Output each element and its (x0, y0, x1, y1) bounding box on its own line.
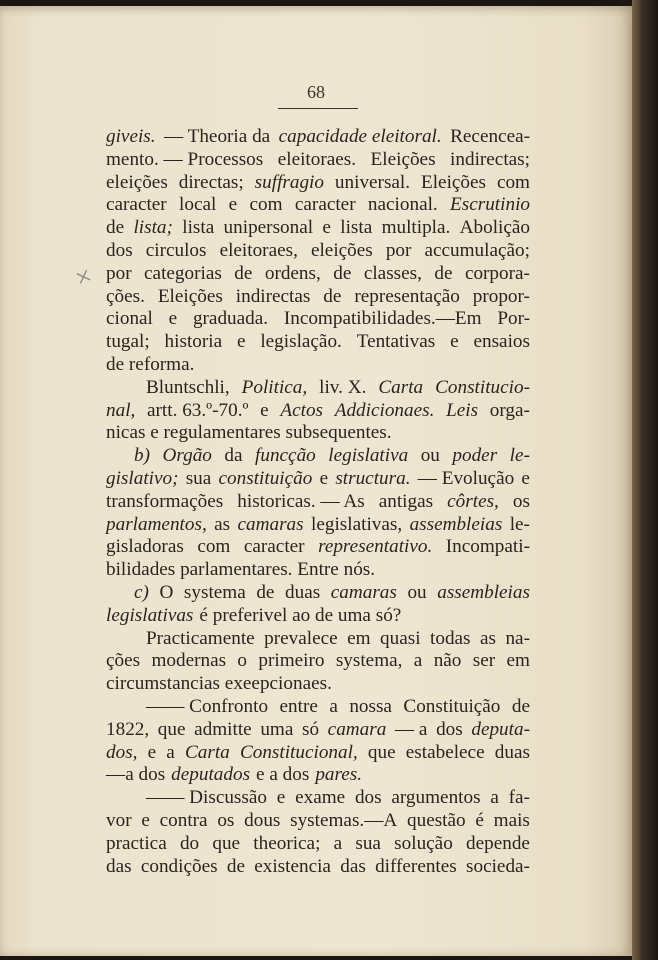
italic-word: lista; (133, 217, 173, 239)
word: condições (140, 855, 218, 877)
word: a (333, 832, 343, 854)
italic-word: deputados (171, 764, 251, 786)
word: contra (159, 809, 208, 831)
word: todas (430, 627, 471, 649)
italic-word: dos, (106, 741, 138, 763)
word: duas (285, 581, 321, 603)
word: Recencea- (450, 126, 530, 147)
text-line (106, 331, 530, 354)
word: propor- (472, 285, 530, 307)
word: as (214, 513, 231, 535)
word: fa- (508, 787, 530, 809)
word: e (276, 787, 286, 809)
italic-word: giveis. (106, 126, 156, 147)
word: ou (420, 445, 440, 467)
word: que (212, 832, 241, 854)
word: de (323, 285, 342, 307)
word: legislação. (260, 331, 342, 353)
text-line (106, 194, 530, 217)
text-line (106, 263, 530, 286)
body-text (106, 126, 530, 878)
word: a (329, 695, 338, 717)
text-line (106, 126, 530, 149)
italic-word: Addicionaes. (334, 399, 435, 421)
word: primeiro (258, 650, 325, 672)
word: 1822, (106, 718, 150, 740)
word: e (319, 467, 329, 489)
italic-word: Escrutinio (450, 194, 530, 216)
italic-word: Carta (378, 376, 424, 398)
word: nicas e regulamentares subsequentes. (106, 422, 392, 444)
word: classes, (363, 262, 422, 284)
word: antigas (378, 490, 434, 512)
word: e (147, 741, 157, 763)
italic-word: representativo. (318, 536, 433, 558)
word: os (512, 490, 530, 512)
italic-word: legislativas (106, 604, 194, 626)
italic-word: constituição (218, 467, 313, 489)
word: —— Discussão (146, 787, 267, 809)
italic-word: funcção (255, 445, 316, 467)
word: exame (295, 787, 346, 809)
word: existencia (254, 855, 331, 877)
word: — Evolução (417, 467, 515, 489)
word: Bluntschli, (146, 376, 230, 398)
margin-pencil-mark: × (71, 260, 97, 295)
italic-word: Leis (446, 399, 479, 421)
word: eleições (106, 171, 168, 193)
word: dos (354, 787, 382, 809)
word: ser (472, 650, 496, 672)
word: representação (354, 285, 460, 307)
text-line (106, 514, 530, 537)
word: dos (436, 718, 463, 740)
word: com (197, 536, 231, 558)
word: por (106, 262, 132, 284)
word: Eleições (157, 285, 223, 307)
word: socieda- (466, 855, 530, 877)
word: argumentos (391, 787, 481, 809)
word: de (511, 695, 530, 717)
word: do (179, 832, 200, 854)
word: lista (340, 217, 373, 239)
word: dos (106, 239, 133, 261)
word: indirectas; (450, 148, 530, 170)
word: não (433, 650, 462, 672)
word: vor (106, 809, 132, 831)
italic-word: Constitucio- (435, 376, 530, 398)
word: legislativas, (311, 513, 403, 535)
italic-word: pares. (315, 764, 363, 786)
text-line (106, 650, 530, 673)
word: e (168, 308, 178, 330)
word: Abolição (459, 217, 530, 239)
word: dous (244, 809, 281, 831)
word: Practicamente (146, 627, 255, 649)
text-line (106, 217, 530, 240)
word: e (236, 331, 246, 353)
word: a (166, 741, 175, 763)
word: Eleições (370, 148, 436, 170)
word: em (347, 627, 371, 649)
word: de (234, 262, 253, 284)
word: ensaios (473, 331, 530, 353)
word: da (224, 445, 243, 467)
word: é (475, 809, 484, 831)
italic-word: parlamentos, (106, 513, 207, 535)
word: por (385, 239, 412, 261)
word: graduada. (192, 308, 269, 330)
word: eleições (310, 239, 373, 261)
word: systemas.—A (290, 809, 398, 831)
text-line (106, 696, 530, 719)
word: e a dos (256, 764, 310, 786)
word: a (413, 650, 423, 672)
word: eleitoraes. (277, 148, 357, 170)
word: lista (182, 217, 215, 239)
word: das (340, 855, 366, 877)
italic-word: capacidade eleitoral. (278, 126, 442, 147)
word: nacional. (367, 194, 438, 216)
italic-word: suffragio (254, 171, 324, 193)
word: ordens, (264, 262, 321, 284)
word: artt. 63.º-70.º (147, 399, 249, 421)
italic-word: camara (327, 718, 387, 740)
italic-word: côrtes, (447, 490, 499, 512)
word: de (256, 581, 275, 603)
italic-word: poder (452, 445, 498, 467)
word: de (106, 217, 125, 239)
header-rule (278, 108, 358, 109)
word: historia (164, 331, 223, 353)
word: estabelece (405, 741, 485, 763)
text-line (106, 787, 530, 810)
word: que (367, 741, 396, 763)
word: local (179, 194, 217, 216)
word: gisladoras (106, 536, 184, 558)
italic-word: le- (509, 445, 530, 467)
text-line (106, 377, 530, 400)
text-line (106, 286, 530, 309)
word: uma (260, 718, 294, 740)
text-line (106, 240, 530, 263)
word: a (490, 787, 499, 809)
word: tugal; (106, 331, 150, 353)
word: de (434, 262, 453, 284)
word: cional (106, 308, 153, 330)
italic-word: Politica, (241, 376, 308, 398)
word: liv. X. (319, 376, 367, 398)
text-line (106, 559, 530, 582)
word: de (226, 855, 245, 877)
word: de (333, 262, 352, 284)
word: — a (394, 718, 428, 740)
word: na- (505, 627, 530, 649)
italic-word: gislativo; (106, 467, 179, 489)
word: ou (407, 581, 427, 603)
word: categorias (144, 262, 222, 284)
word: caracter (294, 194, 356, 216)
text-line (106, 491, 530, 514)
word: Por- (497, 308, 530, 330)
word: multipla. (381, 217, 451, 239)
word: nossa (349, 695, 392, 717)
word: entre (279, 695, 318, 717)
italic-word: structura. (335, 467, 411, 489)
word: differentes (375, 855, 457, 877)
text-line (106, 422, 530, 445)
word: practica (106, 832, 167, 854)
text-line (106, 764, 530, 787)
book-page (0, 6, 632, 956)
italic-word: legislativa (328, 445, 409, 467)
word: e (141, 809, 150, 831)
word: e (521, 467, 530, 489)
italic-word: assembleias (409, 513, 503, 535)
italic-word: b) (134, 445, 150, 467)
italic-word: deputa- (471, 718, 530, 740)
italic-word: Constitucional, (239, 741, 358, 763)
word: duas (494, 741, 530, 763)
text-line (106, 308, 530, 331)
page-number: 68 (307, 82, 325, 102)
word: caracter (243, 536, 305, 558)
word: em (506, 650, 530, 672)
word: e (228, 194, 238, 216)
word: le- (509, 513, 530, 535)
word: systema, (335, 650, 403, 672)
word: directas; (178, 171, 244, 193)
word: depende (466, 832, 530, 854)
word: O (159, 581, 174, 603)
italic-word: Actos (280, 399, 324, 421)
book-spine-edge (632, 0, 658, 960)
text-line (106, 605, 530, 628)
text-line (106, 628, 530, 651)
italic-word: Carta (184, 741, 230, 763)
text-line (106, 582, 530, 605)
word: e (260, 399, 269, 421)
text-line (106, 468, 530, 491)
word: só (301, 718, 320, 740)
text-line (106, 400, 530, 423)
text-line (106, 536, 530, 559)
text-line (106, 673, 530, 696)
word: Tentativas (356, 331, 436, 353)
word: quasi (380, 627, 421, 649)
italic-word: Orgão (162, 445, 212, 467)
word: orga- (489, 399, 530, 421)
word: systema (183, 581, 246, 603)
word: com (496, 171, 530, 193)
word: ções (106, 650, 141, 672)
word: sua (355, 832, 381, 854)
word: admitte (194, 718, 252, 740)
word: bilidades parlamentares. Entre nós. (106, 559, 376, 581)
word: eleitoraes, (219, 239, 298, 261)
word: das (106, 855, 132, 877)
word: com (249, 194, 283, 216)
word: universal. (334, 171, 411, 193)
word: Incompatibilidades.—Em (283, 308, 482, 330)
word: é preferivel ao de uma só? (199, 604, 402, 626)
word: Constituição (403, 695, 501, 717)
word: —a dos (106, 764, 166, 786)
word: que (157, 718, 186, 740)
word: modernas (151, 650, 227, 672)
word: os (217, 809, 235, 831)
italic-word: c) (134, 581, 149, 603)
word: prevalece (264, 627, 338, 649)
text-line (106, 354, 530, 377)
word: Incompati- (445, 536, 530, 558)
text-line (106, 149, 530, 172)
word: de reforma. (106, 353, 195, 375)
italic-word: assembleias (437, 581, 530, 603)
word: as (480, 627, 496, 649)
word: corpora- (464, 262, 530, 284)
italic-word: camaras (330, 581, 397, 603)
word: o (237, 650, 248, 672)
text-line (106, 833, 530, 856)
text-line (106, 172, 530, 195)
word: caracter (106, 194, 167, 216)
word: ções. (106, 285, 145, 307)
italic-word: camaras (237, 513, 304, 535)
text-line (106, 719, 530, 742)
italic-word: nal, (106, 399, 136, 421)
text-line (106, 856, 530, 879)
word: circulos (145, 239, 207, 261)
word: accumulação; (424, 239, 530, 261)
text-line (106, 445, 530, 468)
word: transformações (106, 490, 224, 512)
word: — Theoria da (163, 126, 271, 147)
text-line (106, 810, 530, 833)
word: questão (407, 809, 466, 831)
word: indirectas (235, 285, 311, 307)
word: —— Confronto (146, 695, 269, 717)
word: e (322, 217, 331, 239)
word: historicas. — As (237, 490, 365, 512)
word: e (450, 331, 459, 353)
word: theorica; (253, 832, 321, 854)
word: mais (493, 809, 530, 831)
word: mento. — Processos (106, 148, 264, 170)
word: solução (394, 832, 453, 854)
word: circumstancias exeepcionaes. (106, 673, 332, 695)
word: unipersonal (223, 217, 314, 239)
word: sua (185, 467, 212, 489)
text-line (106, 742, 530, 765)
word: Eleições (421, 171, 486, 193)
